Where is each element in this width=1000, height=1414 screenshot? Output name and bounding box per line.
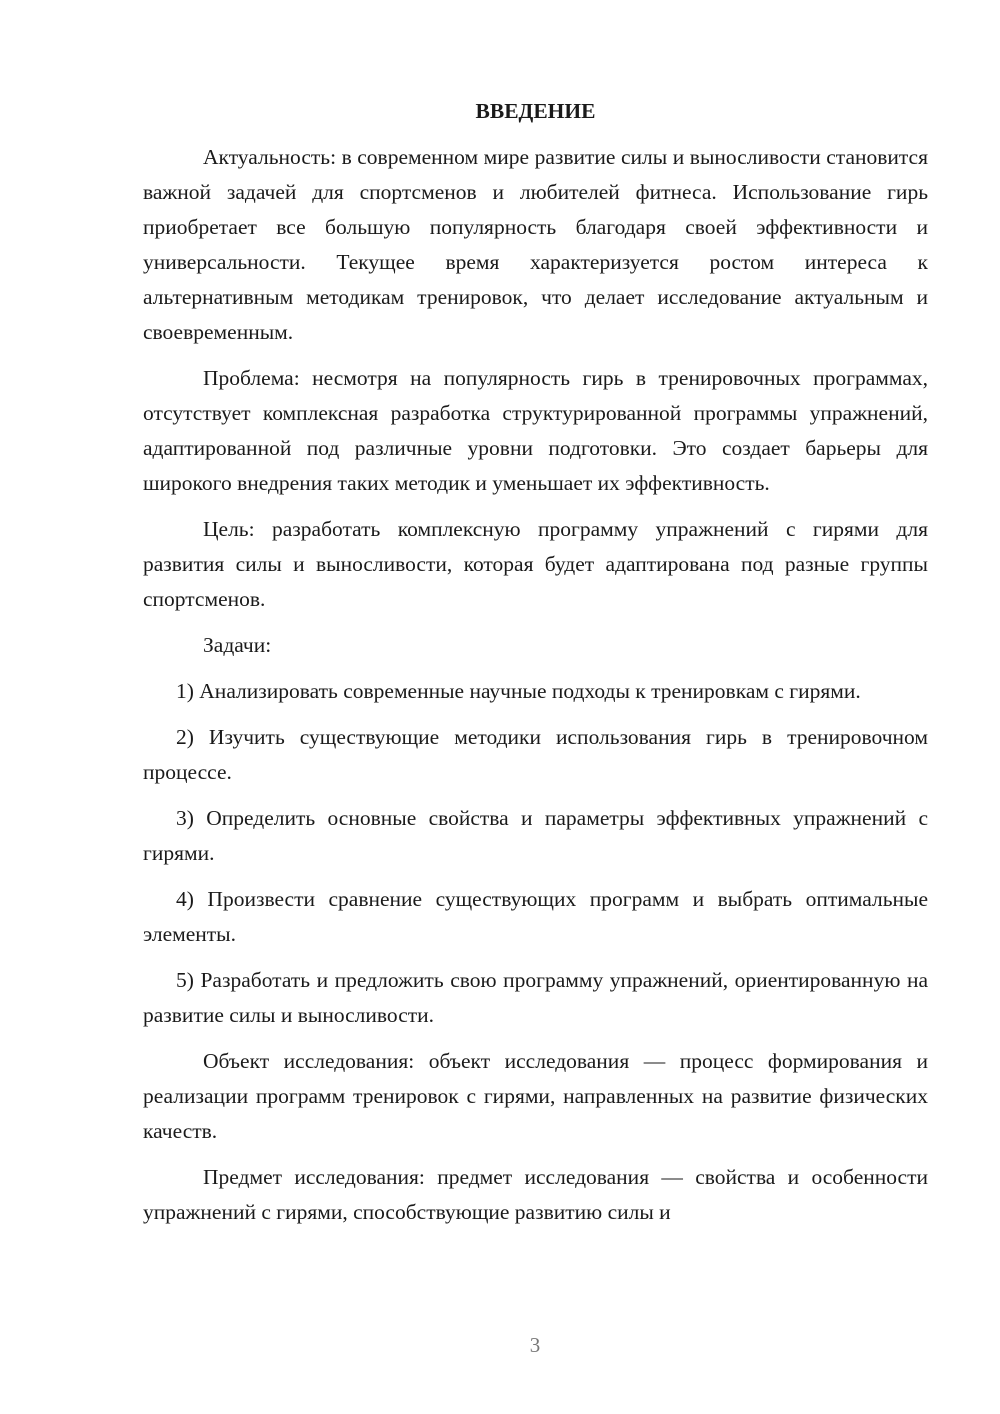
list-item-task-4: 4) Произвести сравнение существующих программ и выбрать оптимальные элементы. (143, 887, 928, 946)
paragraph-goal: Цель: разработать комплексную программу упражнений с гирями для развития силы и выносливости, которая будет адаптирована под разные группы спортсменов. (143, 517, 928, 611)
list-item-task-5: 5) Разработать и предложить свою программу упражнений, ориентированную на развитие силы и выносливости. (143, 968, 928, 1027)
page-number: 3 (529, 1333, 541, 1357)
list-item-task-1: 1) Анализировать современные научные подходы к тренировкам с гирями. (176, 679, 861, 703)
paragraph-problem: Проблема: несмотря на популярность гирь в тренировочных программах, отсутствует комплексная разработка структурированной программы упражнений, адаптированной под различные уровни подготовки. Это создает барьеры для широкого внедрения таких методик и уменьшает их эффективность. (143, 366, 928, 495)
document-body (143, 96, 928, 1241)
list-item-task-2: 2) Изучить существующие методики использования гирь в тренировочном процессе. (143, 725, 928, 784)
paragraph-object: Объект исследования: объект исследования — процесс формирования и реализации программ тренировок с гирями, направленных на развитие физических качеств. (143, 1049, 928, 1143)
paragraph-subject: Предмет исследования: предмет исследования — свойства и особенности упражнений с гирями, способствующие развитию силы и (143, 1165, 928, 1224)
list-item-task-3: 3) Определить основные свойства и параметры эффективных упражнений с гирями. (143, 806, 928, 865)
page-title: ВВЕДЕНИЕ (475, 99, 596, 123)
paragraph-relevance: Актуальность: в современном мире развитие силы и выносливости становится важной задачей для спортсменов и любителей фитнеса. Использование гирь приобретает все большую популярность благодаря своей эффективности и универсальности. Текущее время характеризуется ростом интереса к альтернативным методикам тренировок, что делает исследование актуальным и своевременным. (143, 145, 928, 344)
tasks-heading: Задачи: (203, 633, 272, 657)
